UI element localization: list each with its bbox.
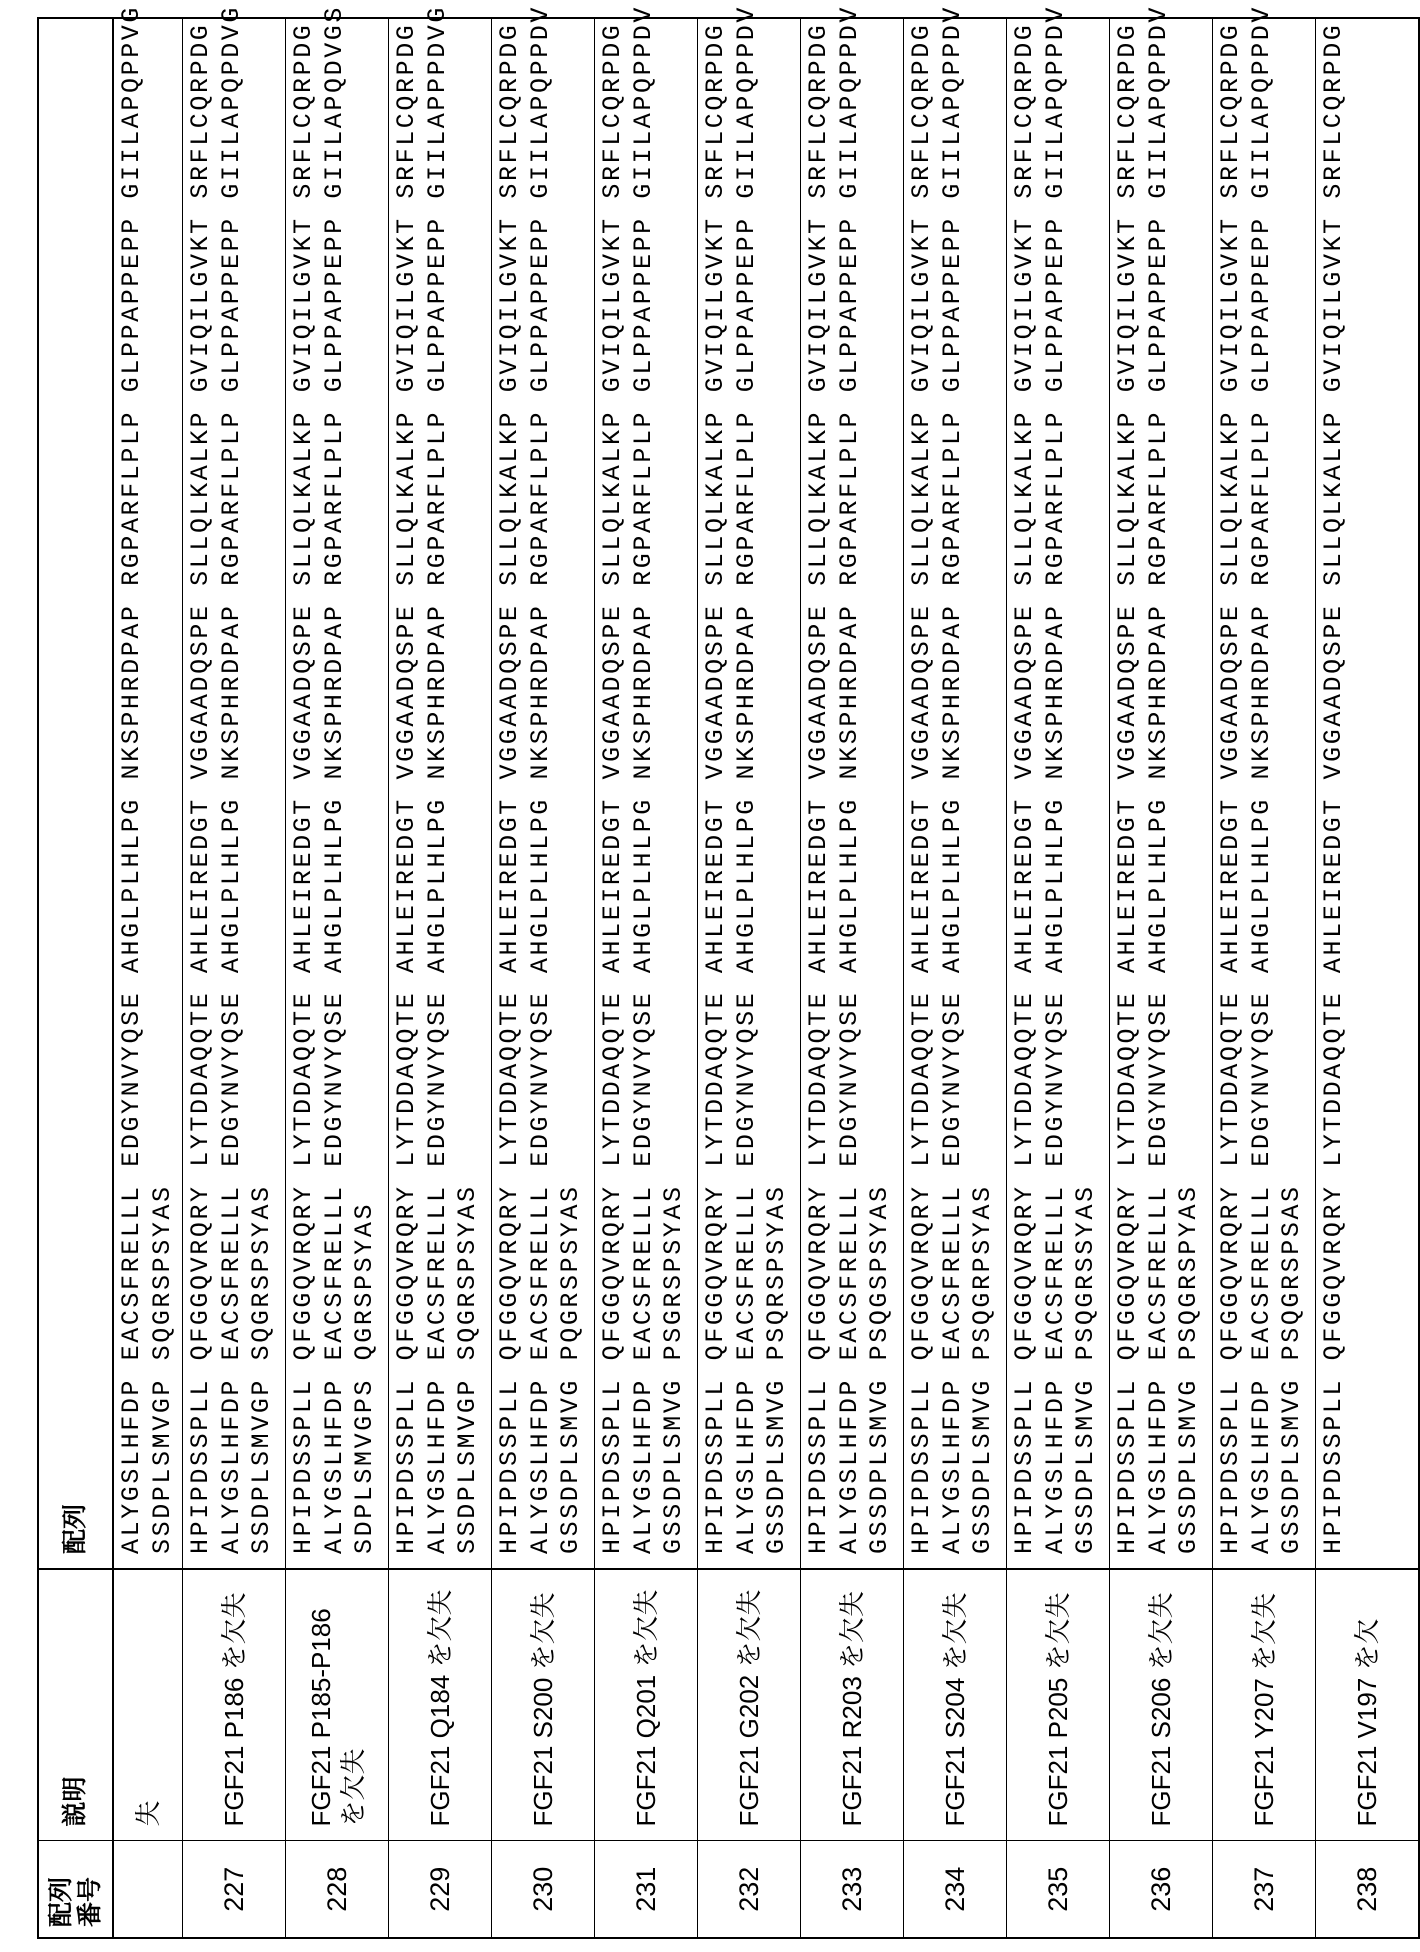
sequence-line: ALYGSLHFDP EACSFRELLL EDGYNVYQSE AHGLPLHLPG NKSPHRDPAP RGPARFLPLP GLPPAPPEPP GIILAPQPPDV [1247,19,1278,1554]
header-seq-no-label: 配列番号 [47,1875,105,1927]
table-row [389,18,492,1938]
seq-id-number: 235 [1007,1841,1110,1938]
seq-id-number: 232 [698,1841,801,1938]
sequence-cell [389,18,492,1569]
sequence-line: GSSDPLSMVG PSGRSPSYAS [659,19,690,1554]
sequence-cell [904,18,1007,1569]
sequence-line: SSDPLSMVGP SQGRSPSYAS [148,19,179,1554]
seq-id-number: 229 [389,1841,492,1938]
description-cell: 失 [113,1569,183,1841]
header-sequence: 配列 [38,18,113,1569]
sequence-line: GSSDPLSMVG PSQGSPSYAS [865,19,896,1554]
sequence-line: HPIPDSSPLL QFGGQVRQRY LYTDDAQQTE AHLEIREDGT VGGAADQSPE SLLQLKALKP GVIQILGVKT SRFLCQRPDG [392,19,423,1554]
sequence-cell [286,18,389,1569]
seq-id-number: 237 [1213,1841,1316,1938]
sequence-line: HPIPDSSPLL QFGGQVRQRY LYTDDAQQTE AHLEIREDGT VGGAADQSPE SLLQLKALKP GVIQILGVKT SRFLCQRPDG [598,19,629,1554]
seq-id-number: 233 [801,1841,904,1938]
sequence-line: ALYGSLHFDP EACSFRELLL EDGYNVYQSE AHGLPLHLPG NKSPHRDPAP RGPARFLPLP GLPPAPPEPP GIILAPQPPDV [526,19,557,1554]
seq-id-number: 228 [286,1841,389,1938]
sequence-line: GSSDPLSMVG PQGRSPSYAS [556,19,587,1554]
table-header-row [38,18,113,1938]
sequence-line: ALYGSLHFDP EACSFRELLL EDGYNVYQSE AHGLPLHLPG NKSPHRDPAP RGPARFLPLP GLPPAPPEPP GIILAPQPPDV [835,19,866,1554]
sequence-line: ALYGSLHFDP EACSFRELLL EDGYNVYQSE AHGLPLHLPG NKSPHRDPAP RGPARFLPLP GLPPAPPEPP GIILAPQPPDV [1041,19,1072,1554]
description-cell: FGF21 P186 を欠失 [183,1569,286,1841]
sequence-cell [1213,18,1316,1569]
sequence-line: SSDPLSMVGP SQGRSPSYAS [247,19,278,1554]
table-body [113,18,1419,1938]
seq-id-number: 231 [595,1841,698,1938]
description-cell: FGF21 V197 を欠 [1316,1569,1420,1841]
sequence-cell [492,18,595,1569]
description-cell: FGF21 R203 を欠失 [801,1569,904,1841]
sequence-cell [698,18,801,1569]
sequence-cell [1110,18,1213,1569]
sequence-line: SDPLSMVGPS QGRSPSYAS [350,19,381,1554]
sequence-line: ALYGSLHFDP EACSFRELLL EDGYNVYQSE AHGLPLHLPG NKSPHRDPAP RGPARFLPLP GLPPAPPEPP GIILAPQDVGS [320,19,351,1554]
rotated-table-page [37,19,1420,1939]
sequence-line: HPIPDSSPLL QFGGQVRQRY LYTDDAQQTE AHLEIREDGT VGGAADQSPE SLLQLKALKP GVIQILGVKT SRFLCQRPDG [1010,19,1041,1554]
sequence-line: GSSDPLSMVG PSQGRPSYAS [968,19,999,1554]
sequence-line: GSSDPLSMVG PSQGRSPSAS [1277,19,1308,1554]
sequence-line: ALYGSLHFDP EACSFRELLL EDGYNVYQSE AHGLPLHLPG NKSPHRDPAP RGPARFLPLP GLPPAPPEPP GIILAPQPPDV [938,19,969,1554]
table-row [183,18,286,1938]
description-cell: FGF21 G202 を欠失 [698,1569,801,1841]
sequence-line: HPIPDSSPLL QFGGQVRQRY LYTDDAQQTE AHLEIREDGT VGGAADQSPE SLLQLKALKP GVIQILGVKT SRFLCQRPDG [289,19,320,1554]
sequence-line: ALYGSLHFDP EACSFRELLL EDGYNVYQSE AHGLPLHLPG NKSPHRDPAP RGPARFLPLP GLPPAPPEPP GIILAPQPPDV [1144,19,1175,1554]
sequence-cell [183,18,286,1569]
sequence-line: HPIPDSSPLL QFGGQVRQRY LYTDDAQQTE AHLEIREDGT VGGAADQSPE SLLQLKALKP GVIQILGVKT SRFLCQRPDG [495,19,526,1554]
table-row [1316,18,1420,1938]
table-row [1110,18,1213,1938]
table-row [904,18,1007,1938]
sequence-line: HPIPDSSPLL QFGGQVRQRY LYTDDAQQTE AHLEIREDGT VGGAADQSPE SLLQLKALKP GVIQILGVKT SRFLCQRPDG [1216,19,1247,1554]
sequence-table [37,17,1420,1939]
seq-id-number: 227 [183,1841,286,1938]
sequence-line: GSSDPLSMVG PSQGRSSYAS [1071,19,1102,1554]
sequence-line: ALYGSLHFDP EACSFRELLL EDGYNVYQSE AHGLPLHLPG NKSPHRDPAP RGPARFLPLP GLPPAPPEPP GIILAPPPDVG [423,19,454,1554]
table-row [801,18,904,1938]
seq-id-number: 236 [1110,1841,1213,1938]
table-row [286,18,389,1938]
sequence-cell [113,18,183,1569]
sequence-line: ALYGSLHFDP EACSFRELLL EDGYNVYQSE AHGLPLHLPG NKSPHRDPAP RGPARFLPLP GLPPAPPEPP GIILAPQPDVG [217,19,248,1554]
sequence-line: ALYGSLHFDP EACSFRELLL EDGYNVYQSE AHGLPLHLPG NKSPHRDPAP RGPARFLPLP GLPPAPPEPP GIILAPQPPVG [117,19,148,1554]
sequence-line: GSSDPLSMVG PSQGRSPYAS [1174,19,1205,1554]
sequence-cell [1007,18,1110,1569]
seq-id-number [113,1841,183,1938]
table-row [1213,18,1316,1938]
table-row [1007,18,1110,1938]
description-cell: FGF21 S204 を欠失 [904,1569,1007,1841]
description-cell: FGF21 Q201 を欠失 [595,1569,698,1841]
header-seq-no [38,1841,113,1938]
table-row [595,18,698,1938]
sequence-line: HPIPDSSPLL QFGGQVRQRY LYTDDAQQTE AHLEIREDGT VGGAADQSPE SLLQLKALKP GVIQILGVKT SRFLCQRPDG [804,19,835,1554]
sequence-cell [801,18,904,1569]
seq-id-number: 238 [1316,1841,1420,1938]
description-cell: FGF21 Q184 を欠失 [389,1569,492,1841]
header-description: 説明 [38,1569,113,1841]
sequence-line: HPIPDSSPLL QFGGQVRQRY LYTDDAQQTE AHLEIREDGT VGGAADQSPE SLLQLKALKP GVIQILGVKT SRFLCQRPDG [186,19,217,1554]
table-row [698,18,801,1938]
sequence-line: HPIPDSSPLL QFGGQVRQRY LYTDDAQQTE AHLEIREDGT VGGAADQSPE SLLQLKALKP GVIQILGVKT SRFLCQRPDG [1113,19,1144,1554]
description-cell: FGF21 P185-P186 を欠失 [286,1569,389,1841]
sequence-cell [1316,18,1420,1569]
seq-id-number: 234 [904,1841,1007,1938]
sequence-line: HPIPDSSPLL QFGGQVRQRY LYTDDAQQTE AHLEIREDGT VGGAADQSPE SLLQLKALKP GVIQILGVKT SRFLCQRPDG [907,19,938,1554]
description-cell: FGF21 Y207 を欠失 [1213,1569,1316,1841]
description-cell: FGF21 P205 を欠失 [1007,1569,1110,1841]
sequence-line: GSSDPLSMVG PSQRSPSYAS [762,19,793,1554]
sequence-cell [595,18,698,1569]
sequence-line: ALYGSLHFDP EACSFRELLL EDGYNVYQSE AHGLPLHLPG NKSPHRDPAP RGPARFLPLP GLPPAPPEPP GIILAPQPPDV [629,19,660,1554]
description-cell: FGF21 S206 を欠失 [1110,1569,1213,1841]
sequence-line: HPIPDSSPLL QFGGQVRQRY LYTDDAQQTE AHLEIREDGT VGGAADQSPE SLLQLKALKP GVIQILGVKT SRFLCQRPDG [1319,19,1350,1554]
sequence-line: ALYGSLHFDP EACSFRELLL EDGYNVYQSE AHGLPLHLPG NKSPHRDPAP RGPARFLPLP GLPPAPPEPP GIILAPQPPDV [732,19,763,1554]
table-row [492,18,595,1938]
table-row [113,18,183,1938]
seq-id-number: 230 [492,1841,595,1938]
description-cell: FGF21 S200 を欠失 [492,1569,595,1841]
sequence-line: SSDPLSMVGP SQGRSPSYAS [453,19,484,1554]
sequence-line: HPIPDSSPLL QFGGQVRQRY LYTDDAQQTE AHLEIREDGT VGGAADQSPE SLLQLKALKP GVIQILGVKT SRFLCQRPDG [701,19,732,1554]
